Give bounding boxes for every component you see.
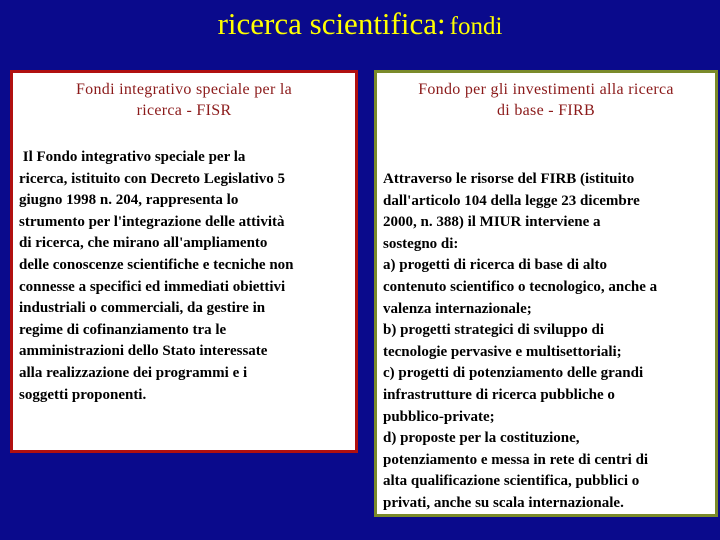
firb-body-line: alta qualificazione scientifica, pubblici o	[383, 473, 640, 490]
slide-title-main: ricerca scientifica:	[217, 6, 446, 41]
fisr-body-line: ricerca, istituito con Decreto Legislativo 5	[19, 170, 286, 187]
fisr-body-line: soggetti proponenti.	[19, 386, 147, 403]
firb-body-line: dall'articolo 104 della legge 23 dicembre	[383, 192, 640, 209]
fisr-body	[19, 147, 294, 406]
firb-body-line: potenziamento e messa in rete di centri di	[383, 451, 649, 468]
slide-title-sub: fondi	[449, 13, 503, 40]
firb-body-line: b) progetti strategici di sviluppo di	[383, 322, 604, 339]
fisr-body-line: regime di cofinanziamento tra le	[19, 321, 227, 338]
firb-body-line: d) proposte per la costituzione,	[383, 430, 580, 447]
fisr-body-line: alla realizzazione dei programmi e i	[19, 364, 248, 381]
firb-body-line: privati, anche su scala internazionale.	[383, 494, 624, 511]
fisr-panel	[10, 70, 358, 453]
fisr-body-line: di ricerca, che mirano all'ampliamento	[19, 235, 268, 252]
firb-body-line: tecnologie pervasive e multisettoriali;	[383, 343, 622, 360]
firb-heading-line: di base - FIRB	[497, 102, 595, 119]
firb-body-line: valenza internazionale;	[383, 300, 532, 317]
fisr-heading-line: Fondi integrativo speciale per la	[75, 81, 293, 98]
firb-heading-line: Fondo per gli investimenti alla ricerca	[418, 81, 674, 98]
firb-body-line: a) progetti di ricerca di base di alto	[383, 257, 608, 274]
firb-panel	[374, 70, 718, 517]
firb-body-line: pubblico-private;	[383, 408, 495, 425]
firb-body-line: contenuto scientifico o tecnologico, anche a	[383, 278, 658, 295]
fisr-body-line: connesse a specifici ed immediati obiettivi	[19, 278, 286, 295]
fisr-body-line: Il Fondo integrativo speciale per la	[19, 149, 246, 165]
fisr-body-line: industriali o commerciali, da gestire in	[19, 300, 266, 317]
slide-title	[0, 6, 720, 42]
firb-body-line: 2000, n. 388) il MIUR interviene a	[383, 214, 601, 231]
fisr-body-line: amministrazioni dello Stato interessate	[19, 343, 268, 360]
firb-heading	[377, 79, 715, 121]
fisr-body-line: strumento per l'integrazione delle attività	[19, 213, 285, 230]
firb-body-line: Attraverso le risorse del FIRB (istituito	[383, 171, 635, 187]
fisr-heading	[13, 79, 355, 121]
firb-body	[383, 169, 657, 515]
firb-body-line: sostegno di:	[383, 235, 459, 252]
firb-body-line: c) progetti di potenziamento delle grandi	[383, 365, 644, 382]
fisr-body-line: delle conoscenze scientifiche e tecniche non	[19, 256, 294, 273]
firb-body-line: infrastrutture di ricerca pubbliche o	[383, 386, 615, 403]
fisr-body-line: giugno 1998 n. 204, rappresenta lo	[19, 192, 239, 209]
fisr-heading-line: ricerca - FISR	[136, 102, 232, 119]
